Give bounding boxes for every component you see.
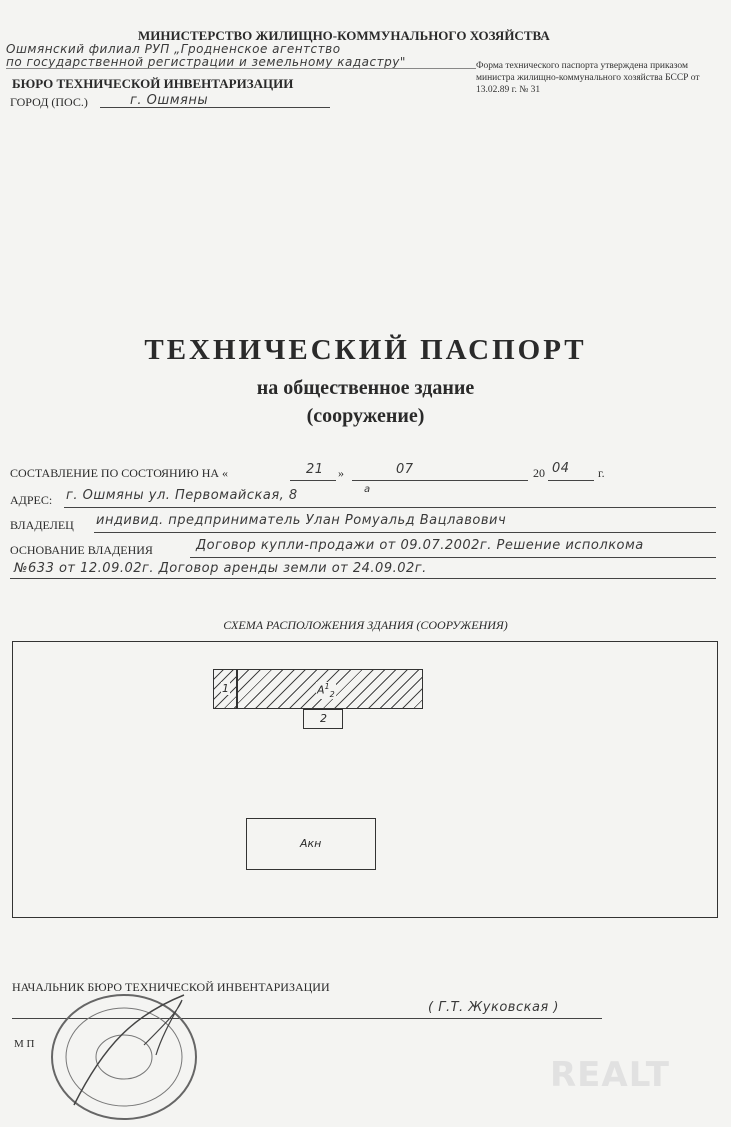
second-building-label: Акн	[300, 837, 322, 850]
state-year-line	[548, 480, 594, 481]
document-subtitle-2: (сооружение)	[306, 405, 425, 427]
basis-line-2	[10, 578, 716, 579]
state-quote: »	[338, 466, 344, 480]
state-month: 07	[396, 462, 414, 477]
owner-line	[94, 532, 716, 533]
round-stamp	[44, 985, 204, 1125]
basis-value-line2: №633 от 12.09.02г. Договор аренды земли от 24.09.02г.	[14, 561, 427, 576]
state-year: 04	[552, 461, 570, 476]
building-main	[237, 669, 423, 709]
state-year-suffix: г.	[598, 466, 605, 480]
state-day: 21	[306, 462, 324, 477]
second-building	[246, 818, 376, 870]
ministry-title: МИНИСТЕРСТВО ЖИЛИЩНО-КОММУНАЛЬНОГО ХОЗЯЙСТВА	[138, 28, 550, 43]
branch-name-line1: Ошмянский филиал РУП „Гродненское агентство	[6, 42, 341, 56]
branch-name-line2: по государственной регистрации и земельному кадастру"	[6, 55, 406, 69]
address-label: АДРЕС:	[10, 493, 53, 507]
room-1	[213, 669, 237, 709]
scheme-title: СХЕМА РАСПОЛОЖЕНИЯ ЗДАНИЯ (СООРУЖЕНИЯ)	[223, 618, 508, 632]
owner-value: индивид. предприниматель Улан Ромуальд Вацлавович	[96, 513, 507, 528]
state-date-label: СОСТАВЛЕНИЕ ПО СОСТОЯНИЮ НА «	[10, 466, 229, 480]
address-suffix: а	[364, 484, 371, 495]
basis-value-line1: Договор купли-продажи от 09.07.2002г. Решение исполкома	[196, 538, 644, 553]
basis-line-1	[190, 557, 716, 558]
state-month-line	[352, 480, 528, 481]
chief-title: НАЧАЛЬНИК БЮРО ТЕХНИЧЕСКОЙ ИНВЕНТАРИЗАЦИИ	[12, 980, 330, 994]
signature-name: ( Г.Т. Жуковская )	[428, 1000, 559, 1015]
seal-place-label: М П	[14, 1038, 35, 1050]
basis-label: ОСНОВАНИЕ ВЛАДЕНИЯ	[10, 543, 153, 557]
branch-underline	[6, 68, 476, 69]
owner-label: ВЛАДЕЛЕЦ	[10, 518, 74, 532]
document-title: ТЕХНИЧЕСКИЙ ПАСПОРТ	[144, 334, 587, 366]
address-value: г. Ошмяны ул. Первомайская, 8	[66, 488, 298, 503]
state-day-line	[290, 480, 336, 481]
scheme-frame	[12, 641, 718, 918]
approval-note: Форма технического паспорта утверждена приказом министра жилищно-коммунального хозяйства БССР от 13.02.89 г. № 31	[476, 61, 700, 95]
realt-watermark: REALT	[550, 1055, 670, 1095]
address-line	[64, 507, 716, 508]
document-subtitle: на общественное здание	[256, 377, 475, 399]
room-1-label: 1	[222, 682, 229, 695]
room-2-label: 2	[320, 712, 327, 725]
city-label: ГОРОД (ПОС.)	[10, 95, 88, 109]
bureau-title: БЮРО ТЕХНИЧЕСКОЙ ИНВЕНТАРИЗАЦИИ	[12, 76, 294, 91]
room-2	[303, 709, 343, 729]
state-year-prefix: 20	[533, 466, 545, 480]
city-value: г. Ошмяны	[130, 93, 209, 108]
building-label: $А^1_2$	[317, 682, 335, 699]
